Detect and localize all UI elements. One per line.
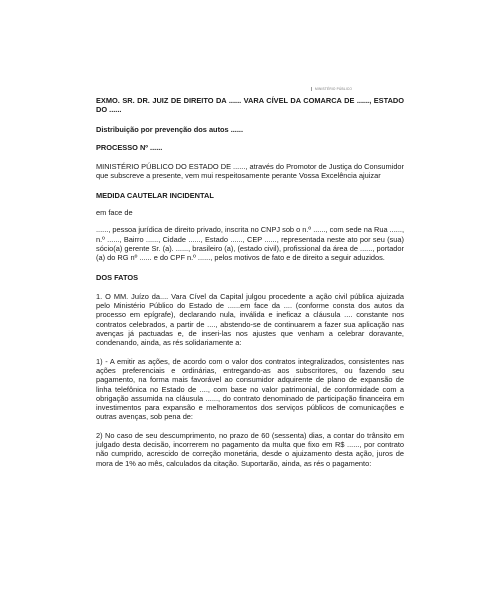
facts-title: DOS FATOS bbox=[96, 272, 139, 282]
process-number: PROCESSO Nº ...... bbox=[96, 142, 163, 152]
action-title: MEDIDA CAUTELAR INCIDENTAL bbox=[96, 190, 214, 200]
facts-paragraph-2: 1) - A emitir as ações, de acordo com o valor dos contratos integralizados, consistentes nas ações preferenciais e ordinárias, entregando-as aos subscritores, ou fazendo seu pagamento, na forma mais favorável ao consumidor adquirente de plano de expansão de linha telefônica no Estado de ...., com base no valor patrimonial, de conformidade com a obrigação assumida na cláusula ......, do contrato denominado de participação financeira em investimentos para expansão e melhoramentos dos serviços públicos de comunicações e outras avenças, sob pena de: bbox=[96, 356, 404, 422]
parties-paragraph: ......, pessoa jurídica de direito privado, inscrita no CNPJ sob o n.º ......, com sede na Rua ......, n.º ......, Bairro ......, Cidade ......, Estado ......, CEP ......, representada neste ato por seu (sua) sócio(a) gerente Sr. (a). ......, brasileiro (a), (estado civil), profissional da área de ......, portador (a) do RG nº ...... e do CPF n.º ......, pelos motivos de fato e de direito a seguir aduzidos. bbox=[96, 225, 404, 263]
court-header: EXMO. SR. DR. JUIZ DE DIREITO DA ...... VARA CÍVEL DA COMARCA DE ......, ESTADO DO ...... bbox=[96, 96, 404, 115]
facts-paragraph-1: 1. O MM. Juízo da.... Vara Cível da Capital julgou procedente a ação civil pública ajuizada pelo Ministério Público do Estado de ......em face da .... (conforme consta dos autos da processo em epígrafe), declarando nula, inválida e ineficaz a cláusula .... constante nos contratos celebrados, a partir de ...., abstendo-se de continuarem a fazer sua aplicação nas avenças já pactuadas e, de inseri-las nos ajustes que venham a celebrar doravante, condenando, ainda, as rés solidariamente a: bbox=[96, 291, 404, 348]
intro-paragraph: MINISTÉRIO PÚBLICO DO ESTADO DE ......, através do Promotor de Justiça do Consumidor que subscreve a presente, vem mui respeitosamente perante Vossa Excelência ajuizar bbox=[96, 162, 404, 181]
header-stamp: MINISTÉRIO PÚBLICO bbox=[311, 87, 401, 91]
facts-paragraph-3: 2) No caso de seu descumprimento, no prazo de 60 (sessenta) dias, a contar do trânsito em julgado desta decisão, incorrerem no pagamento da multa que fixo em R$ ......, por contrato não cumprido, acrescido de correção monetária, desde o ajuizamento desta ação, juros de mora de 1% ao mês, calculados da citação. Suportarão, ainda, as rés o pagamento: bbox=[96, 430, 404, 468]
in-face-of: em face de bbox=[96, 208, 133, 218]
distribution-line: Distribuição por prevenção dos autos ...... bbox=[96, 124, 244, 134]
